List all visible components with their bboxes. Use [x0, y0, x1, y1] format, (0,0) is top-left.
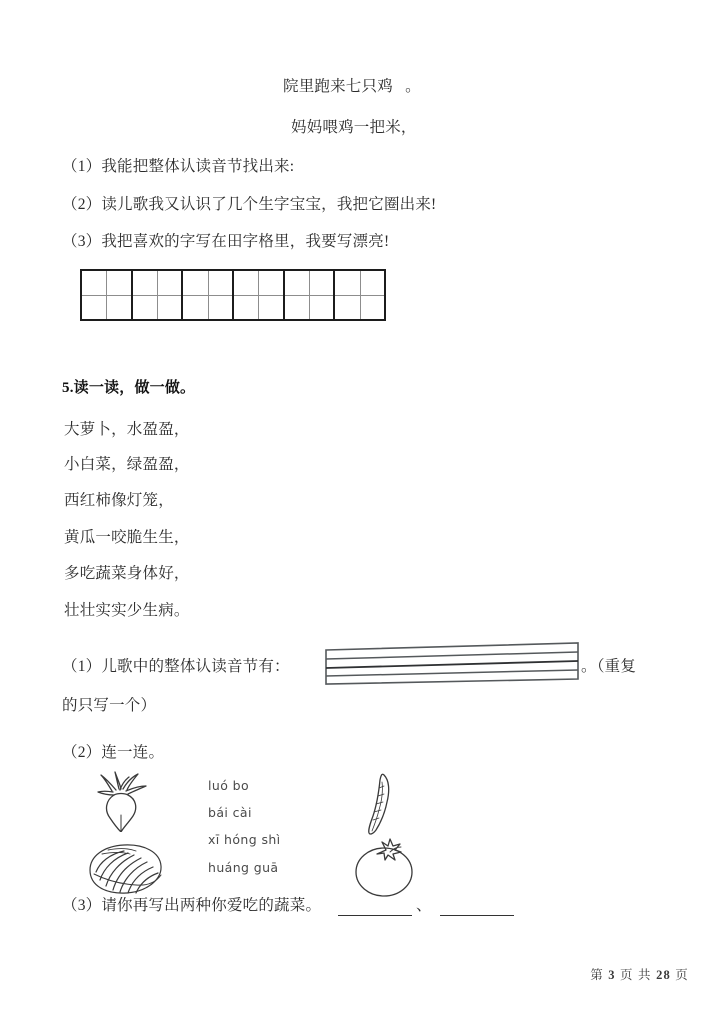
- footer-prefix: 第: [590, 968, 609, 982]
- tianzige-cell[interactable]: [183, 271, 234, 319]
- pinyin-word-huanggua[interactable]: huáng guā: [208, 860, 279, 875]
- poem-line-5: 多吃蔬菜身体好，: [64, 565, 190, 582]
- tianzige-cell[interactable]: [335, 271, 384, 319]
- verse-line-1: 院里跑来七只鸡 。: [283, 78, 421, 95]
- tianzige-writing-grid[interactable]: [80, 269, 386, 321]
- section5-q2-label: （2）连一连。: [62, 744, 165, 761]
- cucumber-drawing[interactable]: [364, 772, 402, 838]
- tianzige-cell[interactable]: [82, 271, 133, 319]
- footer-total-pages: 28: [656, 968, 671, 982]
- poem-line-2: 小白菜，绿盈盈，: [64, 456, 190, 473]
- answer-blank-2[interactable]: [440, 915, 514, 916]
- footer-suffix: 页: [670, 968, 689, 982]
- section5-q1-suffix: 。（重复: [581, 658, 637, 675]
- pinyin-word-baicai[interactable]: bái cài: [208, 805, 252, 820]
- section5-q3-prefix: （3）请你再写出两种你爱吃的蔬菜。: [62, 897, 322, 914]
- page-footer: [573, 950, 689, 998]
- tianzige-cell[interactable]: [234, 271, 285, 319]
- poem-line-6: 壮壮实实少生病。: [64, 602, 190, 619]
- section-5-heading: 5.读一读，做一做。: [62, 380, 196, 396]
- answer-blank-1[interactable]: [338, 915, 412, 916]
- footer-middle: 页 共: [615, 968, 657, 982]
- tianzige-cell[interactable]: [133, 271, 184, 319]
- radish-drawing[interactable]: [86, 770, 158, 832]
- question-top-3: （3）我把喜欢的字写在田字格里，我要写漂亮!: [62, 233, 390, 250]
- section5-q1-continuation: 的只写一个）: [62, 697, 157, 714]
- question-top-2: （2）读儿歌我又认识了几个生字宝宝，我把它圈出来!: [62, 196, 437, 213]
- poem-line-1: 大萝卜，水盈盈，: [64, 421, 190, 438]
- section5-q1-prefix: （1）儿歌中的整体认读音节有：: [62, 658, 290, 675]
- poem-line-4: 黄瓜一咬脆生生，: [64, 529, 190, 546]
- bok-choy-drawing[interactable]: [84, 840, 166, 896]
- section5-q3-separator: 、: [416, 897, 432, 914]
- sixiange-pinyin-box[interactable]: [324, 641, 580, 685]
- poem-line-3: 西红柿像灯笼，: [64, 492, 174, 509]
- tomato-drawing[interactable]: [352, 838, 420, 900]
- question-top-1: （1）我能把整体认读音节找出来:: [62, 158, 295, 175]
- verse-line-2: 妈妈喂鸡一把米，: [291, 119, 417, 136]
- tianzige-cell[interactable]: [285, 271, 336, 319]
- sixiange-lines: [324, 641, 580, 685]
- footer-current-page: 3: [608, 968, 616, 982]
- pinyin-word-luobo[interactable]: luó bo: [208, 778, 249, 793]
- pinyin-word-xihongshi[interactable]: xī hóng shì: [208, 832, 281, 847]
